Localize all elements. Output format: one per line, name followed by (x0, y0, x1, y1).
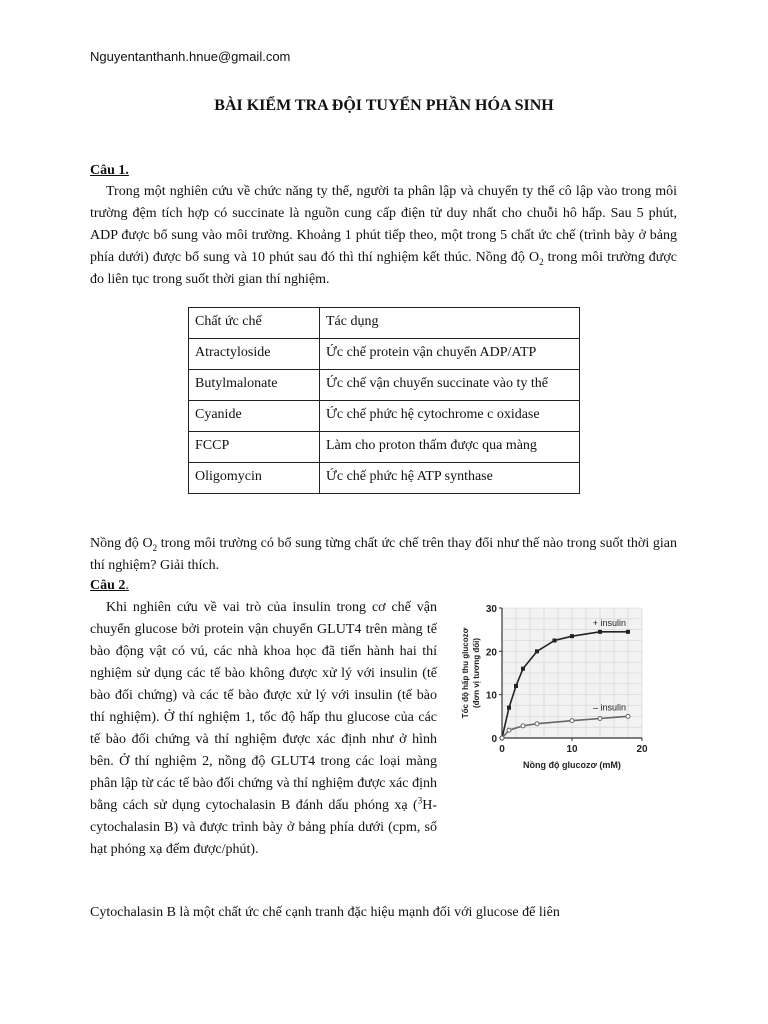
table-cell: FCCP (189, 432, 320, 463)
data-point (570, 719, 574, 723)
table-cell: Ức chế phức hệ cytochrome c oxidase (320, 401, 580, 432)
table-cell: Ức chế protein vận chuyển ADP/ATP (320, 339, 580, 370)
data-point (626, 630, 630, 634)
question-1-prompt: Nồng độ $O_2$ trong môi trường có bổ sung từng chất ức chế trên thay đổi như thế nào trong suốt thời gian thí nghiệm? Giải thích. (90, 536, 677, 573)
y-axis-label-line: (đơn vị tương đối) (472, 637, 481, 709)
glucose-uptake-chart (450, 598, 665, 778)
table-cell: Ức chế vận chuyển succinate vào ty thể (320, 370, 580, 401)
table-row (189, 432, 580, 463)
table-cell: Ức chế phức hệ ATP synthase (320, 463, 580, 494)
data-point (507, 706, 511, 710)
table-row (189, 339, 580, 370)
x-axis-label: Nồng độ glucozơ (mM) (523, 760, 621, 770)
y-axis-label-line: Tốc độ hấp thu glucozơ (461, 627, 470, 719)
table-header-cell: Tác dụng (320, 308, 580, 339)
author-email: Nguyentanthanh.hnue@gmail.com (90, 49, 291, 64)
data-point (521, 667, 525, 671)
table-cell: Làm cho proton thấm được qua màng (320, 432, 580, 463)
series-label-no-insulin: – insulin (592, 702, 626, 713)
inhibitor-table (188, 307, 580, 494)
question-1-label: Câu 1. (90, 163, 129, 178)
data-point (535, 722, 539, 726)
table-row (189, 401, 580, 432)
x-tick-label: 0 (499, 744, 505, 755)
table-row (189, 463, 580, 494)
data-point (514, 684, 518, 688)
document-title: BÀI KIỂM TRA ĐỘI TUYỂN PHẦN HÓA SINH (214, 97, 554, 114)
table-cell: Cyanide (189, 401, 320, 432)
data-point (553, 639, 557, 643)
table-header-row (189, 308, 580, 339)
data-point (507, 728, 511, 732)
y-axis-label (461, 627, 481, 718)
table-cell: Atractyloside (189, 339, 320, 370)
question-1-paragraph: Trong một nghiên cứu về chức năng ty thể, người ta phân lập và chuyển ty thể cô lập vào trong môi trường đệm tích hợp có succinate là nguồn cung cấp điện tử duy nhất cho chuỗi hô hấp. Sau 5 phút, ADP được bổ sung vào môi trường. Khoảng 1 phút tiếp theo, một trong 5 chất ức chế (trình bày ở bảng phía dưới) được bổ sung và 10 phút sau đó thì thí nghiệm kết thúc. Nồng độ $O_2$ trong môi trường được đo liên tục trong suốt thời gian thí nghiệm. (90, 184, 677, 287)
table-cell: Butylmalonate (189, 370, 320, 401)
data-point (626, 714, 630, 718)
y-tick-label: 10 (485, 690, 497, 702)
data-point (535, 649, 539, 653)
y-tick-label: 30 (485, 604, 497, 615)
question-2-continuation: Cytochalasin B là một chất ức chế cạnh tranh đặc hiệu mạnh đối với glucose để liên (90, 905, 560, 920)
table-row (189, 370, 580, 401)
table-header-cell: Chất ức chế (189, 308, 320, 339)
question-2-paragraph: Khi nghiên cứu về vai trò của insulin trong cơ chế vận chuyển glucose bởi protein vận chuyển GLUT4 trên màng tế bào động vật có vú, các nhà khoa học đã tiến hành hai thí nghiệm sử dụng các tế bào không được xử lý với insulin (tế bào đối chứng) và các tế bào được xử lý với insulin (tế bào thí nghiệm). Ở thí nghiệm 1, tốc độ hấp thu glucose của các tế bào đối chứng và thí nghiệm được xác định như ở hình bên. Ở thí nghiệm 2, nồng độ GLUT4 trong các loại màng phân lập từ các tế bào đối chứng và thí nghiệm được xác định bằng cách sử dụng cytochalasin B đánh dấu phóng xạ ($^3$H-cytochalasin B) và được trình bày ở bảng phía dưới (cpm, số hạt phóng xạ đếm được/phút). (90, 600, 437, 857)
x-tick-label: 20 (636, 744, 648, 755)
table-cell: Oligomycin (189, 463, 320, 494)
question-2-label: Câu 2. (90, 578, 129, 593)
x-tick-label: 10 (566, 744, 578, 755)
chart-svg (450, 598, 665, 778)
data-point (598, 630, 602, 634)
y-tick-label: 0 (491, 734, 497, 745)
series-label-insulin: + insulin (592, 617, 626, 628)
data-point (570, 634, 574, 638)
y-tick-label: 20 (485, 647, 497, 659)
data-point (521, 724, 525, 728)
data-point (598, 717, 602, 721)
data-point (500, 736, 504, 740)
